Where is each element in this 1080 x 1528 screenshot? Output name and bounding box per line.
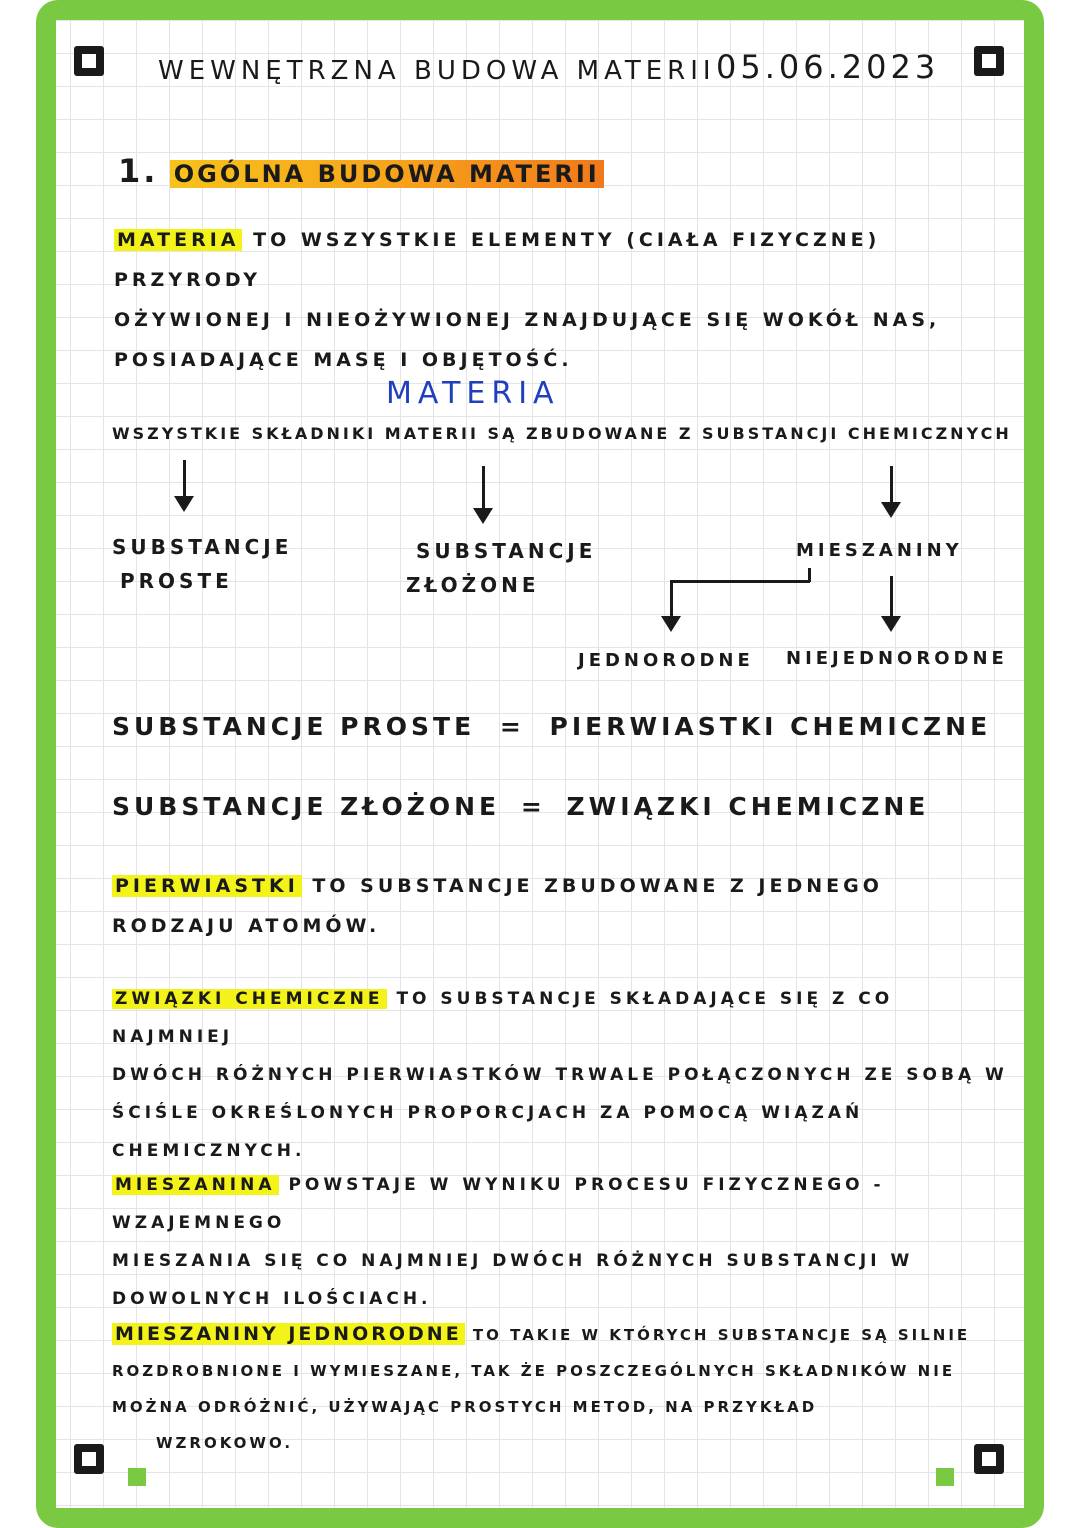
node-complex-line2: ZŁOŻONE: [406, 573, 540, 597]
definition-pierwiastki-line1: TO SUBSTANCJE ZBUDOWANE Z JEDNEGO: [312, 875, 883, 897]
definition-jednorodne: [112, 1316, 1017, 1461]
definition-zwiazki-line4: CHEMICZNYCH.: [112, 1141, 306, 1161]
section-number: 1.: [118, 152, 159, 190]
term-materia: MATERIA: [114, 229, 242, 251]
green-square-left-icon: [128, 1468, 146, 1486]
term-pierwiastki: PIERWIASTKI: [112, 875, 302, 897]
node-heterogeneous: NIEJEDNORODNE: [786, 648, 1008, 669]
definition-zwiazki-line1: TO SUBSTANCJE SKŁADAJĄCE SIĘ Z CO NAJMNIEJ: [112, 989, 894, 1047]
definition-jednorodne-line2: ROZDROBNIONE I WYMIESZANE, TAK ŻE POSZCZEGÓLNYCH SKŁADNIKÓW NIE: [112, 1362, 956, 1380]
arrow-shaft-heterogeneous: [890, 576, 893, 618]
definition-mieszanina-line3: DOWOLNYCH ILOŚCIACH.: [112, 1289, 432, 1309]
diagram-title: MATERIA: [386, 376, 560, 411]
arrow-down-icon: [881, 616, 901, 632]
definition-jednorodne-line1: TO TAKIE W KTÓRYCH SUBSTANCJE SĄ SILNIE: [472, 1326, 971, 1344]
definition-mieszanina: [112, 1166, 1017, 1318]
equation-complex: [112, 792, 929, 821]
node-complex-substances: [406, 534, 596, 602]
arrow-shaft-mixtures: [890, 466, 893, 506]
definition-mieszanina-line2: MIESZANIA SIĘ CO NAJMNIEJ DWÓCH RÓŻNYCH SUBSTANCJI W: [112, 1251, 914, 1271]
definition-materia-line1: TO WSZYSTKIE ELEMENTY (CIAŁA FIZYCZNE) PRZYRODY: [114, 229, 881, 291]
equation-complex-right: ZWIĄZKI CHEMICZNE: [566, 792, 930, 821]
corner-marker-top-left-icon: [74, 46, 104, 76]
equation-complex-left: SUBSTANCJE ZŁOŻONE: [112, 792, 501, 821]
node-simple-line1: SUBSTANCJE: [112, 535, 293, 559]
section-heading: [118, 152, 604, 190]
node-simple-substances: [112, 530, 292, 598]
definition-materia-line2: OŻYWIONEJ I NIEOŻYWIONEJ ZNAJDUJĄCE SIĘ WOKÓŁ NAS,: [114, 309, 941, 331]
definition-pierwiastki: [112, 866, 1012, 946]
corner-marker-top-right-icon: [974, 46, 1004, 76]
term-zwiazki: ZWIĄZKI CHEMICZNE: [112, 989, 387, 1009]
node-mixtures: MIESZANINY: [796, 540, 963, 561]
node-homogeneous: JEDNORODNE: [578, 650, 754, 671]
definition-jednorodne-line3: MOŻNA ODRÓŻNIĆ, UŻYWAJĄC PROSTYCH METOD, NA PRZYKŁAD: [112, 1398, 818, 1416]
definition-mieszanina-line1: POWSTAJE W WYNIKU PROCESU FIZYCZNEGO - WZAJEMNEGO: [112, 1175, 885, 1233]
definition-zwiazki: [112, 980, 1017, 1170]
arrow-shaft-homogeneous: [670, 580, 673, 618]
arrow-down-icon: [881, 502, 901, 518]
arrow-shaft-simple: [183, 460, 186, 500]
term-mieszanina: MIESZANINA: [112, 1175, 279, 1195]
corner-marker-bottom-left-icon: [74, 1444, 104, 1474]
equation-simple-left: SUBSTANCJE PROSTE: [112, 712, 476, 741]
arrow-shaft-complex: [482, 466, 485, 512]
definition-materia-line3: POSIADAJĄCE MASĘ I OBJĘTOŚĆ.: [114, 349, 573, 371]
green-square-right-icon: [936, 1468, 954, 1486]
definition-zwiazki-line2: DWÓCH RÓŻNYCH PIERWIASTKÓW TRWALE POŁĄCZONYCH ZE SOBĄ W: [112, 1065, 1008, 1085]
section-heading-text: OGÓLNA BUDOWA MATERII: [170, 160, 604, 188]
arrow-down-icon: [661, 616, 681, 632]
node-simple-line2: PROSTE: [120, 569, 233, 593]
equation-complex-sign: =: [520, 792, 546, 821]
arrow-down-icon: [473, 508, 493, 524]
node-complex-line1: SUBSTANCJE: [416, 539, 597, 563]
notebook-page: [56, 20, 1024, 1508]
definition-jednorodne-line4: WZROKOWO.: [156, 1434, 294, 1452]
diagram-subtitle: WSZYSTKIE SKŁADNIKI MATERII SĄ ZBUDOWANE Z SUBSTANCJI CHEMICZNYCH: [112, 424, 1012, 443]
definition-pierwiastki-line2: RODZAJU ATOMÓW.: [112, 915, 381, 937]
equation-simple-sign: =: [499, 712, 525, 741]
branch-horizontal: [670, 580, 810, 583]
definition-zwiazki-line3: ŚCIŚLE OKREŚLONYCH PROPORCJACH ZA POMOCĄ WIĄZAŃ: [112, 1103, 864, 1123]
page-date: 05.06.2023: [716, 48, 940, 86]
definition-materia: [114, 220, 1014, 380]
equation-simple-right: PIERWIASTKI CHEMICZNE: [549, 712, 992, 741]
page-title: WEWNĘTRZNA BUDOWA MATERII: [158, 56, 716, 86]
equation-simple: [112, 712, 991, 741]
arrow-down-icon: [174, 496, 194, 512]
term-jednorodne: MIESZANINY JEDNORODNE: [112, 1323, 465, 1345]
